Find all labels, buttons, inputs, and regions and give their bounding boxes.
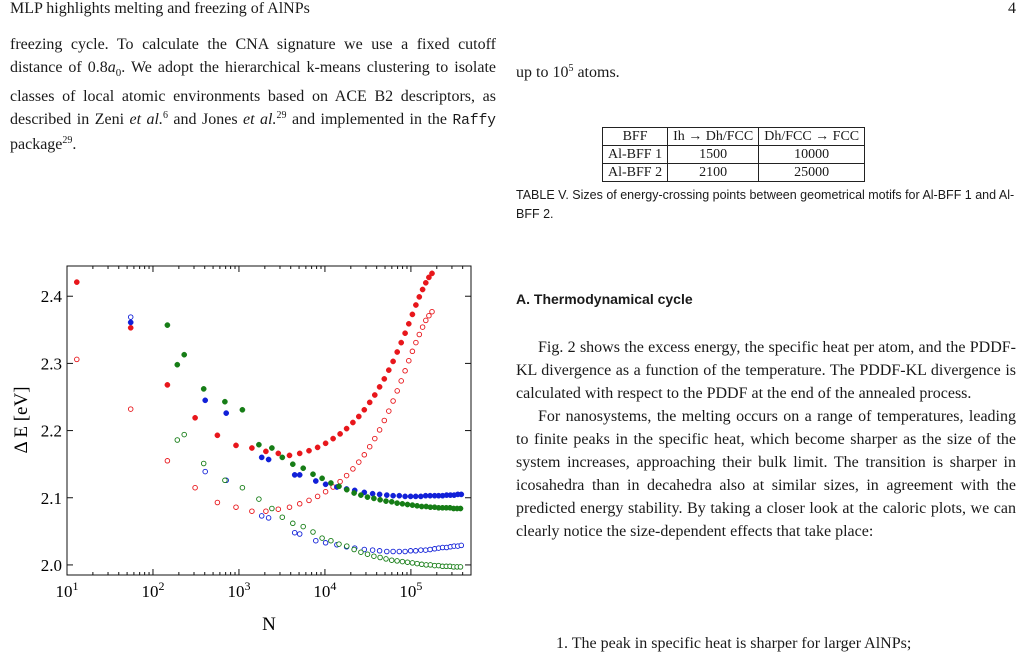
data-point-filled — [406, 321, 411, 326]
data-point-filled — [344, 487, 349, 492]
x-tick-label: $10^5$ — [399, 579, 423, 601]
data-point-open — [128, 315, 133, 320]
x-axis-label: N — [262, 614, 276, 635]
data-point-open — [357, 460, 362, 465]
data-point-open — [403, 549, 408, 554]
data-point-filled — [320, 476, 325, 481]
data-point-filled — [413, 494, 418, 499]
data-point-filled — [391, 359, 396, 364]
data-point-filled — [386, 368, 391, 373]
data-point-open — [424, 318, 429, 323]
data-point-filled — [370, 491, 375, 496]
data-point-filled — [256, 442, 261, 447]
x-tick-label: $10^4$ — [313, 579, 337, 601]
table-header-cell: BFF — [603, 128, 668, 146]
data-point-open — [370, 548, 375, 553]
data-point-filled — [403, 331, 408, 336]
data-point-open — [203, 469, 208, 474]
data-point-filled — [420, 287, 425, 292]
data-point-open — [419, 548, 424, 553]
data-point-open — [291, 521, 296, 526]
data-point-open — [292, 530, 297, 535]
data-point-open — [193, 485, 198, 490]
data-point-filled — [384, 493, 389, 498]
table-header-cell: Dh/FCC → FCC — [759, 128, 865, 146]
data-point-filled — [389, 499, 394, 504]
data-point-open — [377, 428, 382, 433]
data-point-filled — [459, 492, 464, 497]
data-point-open — [405, 560, 410, 565]
data-point-filled — [383, 499, 388, 504]
data-point-open — [182, 432, 187, 437]
table-cell: 2100 — [668, 164, 759, 182]
data-point-filled — [417, 294, 422, 299]
data-point-open — [351, 467, 356, 472]
data-point-filled — [405, 502, 410, 507]
x-tick-label: $10^2$ — [141, 579, 165, 601]
data-point-open — [423, 548, 428, 553]
data-point-filled — [128, 320, 133, 325]
data-point-open — [428, 547, 433, 552]
data-point-filled — [344, 426, 349, 431]
data-point-filled — [297, 451, 302, 456]
table-caption: TABLE V. Sizes of energy-crossing points between geometrical motifs for Al-BFF 1 and Al-BFF 2. — [516, 188, 1015, 221]
data-point-open — [359, 550, 364, 555]
running-title: MLP highlights melting and freezing of AlNPs — [10, 0, 310, 17]
data-point-open — [391, 549, 396, 554]
data-point-open — [427, 313, 432, 318]
right-body — [516, 336, 1016, 543]
data-point-open — [384, 557, 389, 562]
data-point-open — [345, 544, 350, 549]
data-point-filled — [233, 443, 238, 448]
paragraph-fig2: Fig. 2 shows the excess energy, the specific heat per atom, and the PDDF-KL divergence as a function of the temperature. The PDDF-KL divergence is calculated with respect to the PDDF at the end of the annealed process. — [516, 339, 1016, 402]
data-point-filled — [74, 280, 79, 285]
list-item: 1. The peak in specific heat is sharper for larger AlNPs; — [556, 635, 912, 652]
data-point-filled — [193, 415, 198, 420]
data-point-filled — [410, 503, 415, 508]
data-point-open — [315, 494, 320, 499]
data-point-open — [410, 561, 415, 566]
table-row — [603, 146, 865, 164]
data-point-open — [311, 530, 316, 535]
data-point-filled — [377, 492, 382, 497]
table-cell: 1500 — [668, 146, 759, 164]
data-point-filled — [408, 494, 413, 499]
data-point-filled — [323, 482, 328, 487]
data-point-filled — [429, 271, 434, 276]
data-point-open — [419, 562, 424, 567]
data-point-open — [391, 399, 396, 404]
paragraph-nanosystems: For nanosystems, the melting occurs on a range of temperatures, leading to finite peaks in the specific heat, which become sharper as the size of the system increases, approaching their bulk limit. The transition is sharper in icosahedra than in decahedra also at similar sizes, in agreement with the predicted energy stability. By taking a closer look at the caloric plots, we can clearly notice the size-dependent effects that take place: — [516, 408, 1016, 540]
data-point-open — [420, 325, 425, 330]
data-point-filled — [276, 451, 281, 456]
x-tick-label: $10^1$ — [55, 579, 79, 601]
data-point-filled — [175, 362, 180, 367]
data-point-open — [382, 418, 387, 423]
data-point-open — [352, 547, 357, 552]
data-point-filled — [128, 325, 133, 330]
data-point-filled — [350, 420, 355, 425]
data-point-filled — [413, 302, 418, 307]
data-point-filled — [306, 448, 311, 453]
data-point-open — [414, 340, 419, 345]
data-point-open — [323, 541, 328, 546]
data-point-filled — [371, 496, 376, 501]
data-point-filled — [310, 472, 315, 477]
data-point-open — [287, 505, 292, 510]
data-point-filled — [292, 472, 297, 477]
plot-frame — [67, 266, 471, 575]
section-heading: A. Thermodynamical cycle — [516, 291, 693, 307]
data-point-filled — [328, 480, 333, 485]
data-point-filled — [399, 340, 404, 345]
data-point-filled — [423, 280, 428, 285]
table-header-cell: Ih → Dh/FCC — [668, 128, 759, 146]
data-point-open — [128, 407, 133, 412]
figure-scatter — [0, 250, 500, 650]
data-point-open — [403, 369, 408, 374]
data-point-open — [201, 461, 206, 466]
data-point-filled — [367, 400, 372, 405]
page-number: 4 — [1008, 0, 1016, 17]
data-point-open — [362, 453, 367, 458]
data-point-open — [320, 536, 325, 541]
data-point-open — [314, 538, 319, 543]
data-point-filled — [377, 384, 382, 389]
data-point-filled — [391, 493, 396, 498]
data-point-filled — [315, 445, 320, 450]
data-point-filled — [395, 349, 400, 354]
data-point-filled — [458, 506, 463, 511]
data-point-open — [270, 506, 275, 511]
data-point-filled — [165, 323, 170, 328]
data-point-open — [400, 559, 405, 564]
data-point-open — [223, 478, 228, 483]
data-point-filled — [400, 501, 405, 506]
data-point-open — [75, 357, 80, 362]
data-point-open — [413, 549, 418, 554]
data-point-filled — [240, 407, 245, 412]
data-point-open — [234, 505, 239, 510]
data-point-filled — [418, 494, 423, 499]
data-point-filled — [290, 462, 295, 467]
data-point-open — [344, 473, 349, 478]
data-point-open — [338, 479, 343, 484]
y-tick-label: 2.3 — [40, 354, 62, 374]
table-v — [602, 127, 865, 182]
data-point-open — [367, 444, 372, 449]
data-point-open — [329, 538, 334, 543]
data-point-filled — [266, 457, 271, 462]
data-point-filled — [403, 494, 408, 499]
data-point-open — [323, 489, 328, 494]
data-point-filled — [269, 445, 274, 450]
data-point-filled — [323, 441, 328, 446]
data-point-filled — [362, 407, 367, 412]
data-point-open — [280, 515, 285, 520]
data-point-open — [297, 532, 302, 537]
data-point-open — [276, 507, 281, 512]
y-tick-label: 2.0 — [40, 555, 62, 575]
data-point-open — [430, 309, 435, 314]
data-point-open — [407, 358, 412, 363]
data-point-filled — [224, 411, 229, 416]
data-point-filled — [352, 490, 357, 495]
data-point-open — [307, 498, 312, 503]
data-point-filled — [182, 352, 187, 357]
data-point-filled — [372, 392, 377, 397]
table-cell: Al-BFF 1 — [603, 146, 668, 164]
data-point-filled — [297, 472, 302, 477]
data-point-open — [259, 514, 264, 519]
data-point-open — [266, 516, 271, 521]
data-point-filled — [215, 433, 220, 438]
data-point-filled — [165, 382, 170, 387]
table-cell: 25000 — [759, 164, 865, 182]
data-point-filled — [395, 501, 400, 506]
data-point-open — [385, 549, 390, 554]
data-point-open — [397, 549, 402, 554]
data-point-filled — [397, 493, 402, 498]
data-point-open — [417, 332, 422, 337]
table-row — [603, 164, 865, 182]
data-point-open — [175, 438, 180, 443]
data-point-open — [459, 543, 464, 548]
data-point-filled — [358, 493, 363, 498]
data-point-filled — [356, 414, 361, 419]
right-top-line: up to $10^5$ atoms. — [516, 63, 620, 81]
data-point-open — [372, 554, 377, 559]
data-point-open — [297, 502, 302, 507]
data-point-open — [415, 561, 420, 566]
data-point-filled — [382, 376, 387, 381]
data-point-open — [257, 497, 262, 502]
data-point-open — [301, 524, 306, 529]
data-point-filled — [287, 453, 292, 458]
data-point-filled — [249, 445, 254, 450]
data-point-open — [389, 558, 394, 563]
data-point-open — [378, 555, 383, 560]
data-point-open — [250, 509, 255, 514]
table-cell: Al-BFF 2 — [603, 164, 668, 182]
data-point-filled — [415, 503, 420, 508]
data-point-filled — [259, 455, 264, 460]
data-point-filled — [410, 312, 415, 317]
data-point-open — [395, 559, 400, 564]
data-point-open — [458, 565, 463, 570]
data-point-open — [377, 549, 382, 554]
data-point-open — [165, 459, 170, 464]
y-axis-label: Δ E [eV] — [11, 386, 32, 454]
data-point-filled — [280, 455, 285, 460]
data-point-filled — [301, 466, 306, 471]
data-point-open — [408, 549, 413, 554]
x-tick-label: $10^3$ — [227, 579, 251, 601]
table-cell: 10000 — [759, 146, 865, 164]
left-paragraph: freezing cycle. To calculate the CNA signature we use a fixed cutoff distance of $0.8a_0$. We adopt the hierarchical k-means clustering to isolate classes of local atomic environments based on ACE B2 descriptors, as described in Zeni et al.$^6$ and Jones et al.$^{29}$ and implemented in the Raffy package$^{29}$. — [10, 36, 497, 154]
data-point-open — [410, 349, 415, 354]
y-tick-label: 2.1 — [40, 488, 62, 508]
data-point-filled — [365, 495, 370, 500]
data-point-filled — [331, 436, 336, 441]
data-point-open — [373, 436, 378, 441]
data-point-open — [395, 389, 400, 394]
y-tick-label: 2.4 — [40, 287, 62, 307]
data-point-filled — [313, 478, 318, 483]
data-point-filled — [201, 386, 206, 391]
data-point-open — [387, 409, 392, 414]
energy-vs-size-chart — [0, 250, 500, 650]
data-point-filled — [222, 399, 227, 404]
data-point-open — [399, 379, 404, 384]
data-point-filled — [336, 484, 341, 489]
y-tick-label: 2.2 — [40, 421, 62, 441]
table-header-row — [603, 128, 865, 146]
data-point-open — [240, 485, 245, 490]
data-point-filled — [378, 497, 383, 502]
data-point-filled — [203, 398, 208, 403]
data-point-filled — [338, 431, 343, 436]
data-point-open — [365, 552, 370, 557]
data-point-open — [337, 542, 342, 547]
data-point-open — [264, 509, 269, 514]
data-point-filled — [263, 449, 268, 454]
data-point-open — [215, 500, 220, 505]
